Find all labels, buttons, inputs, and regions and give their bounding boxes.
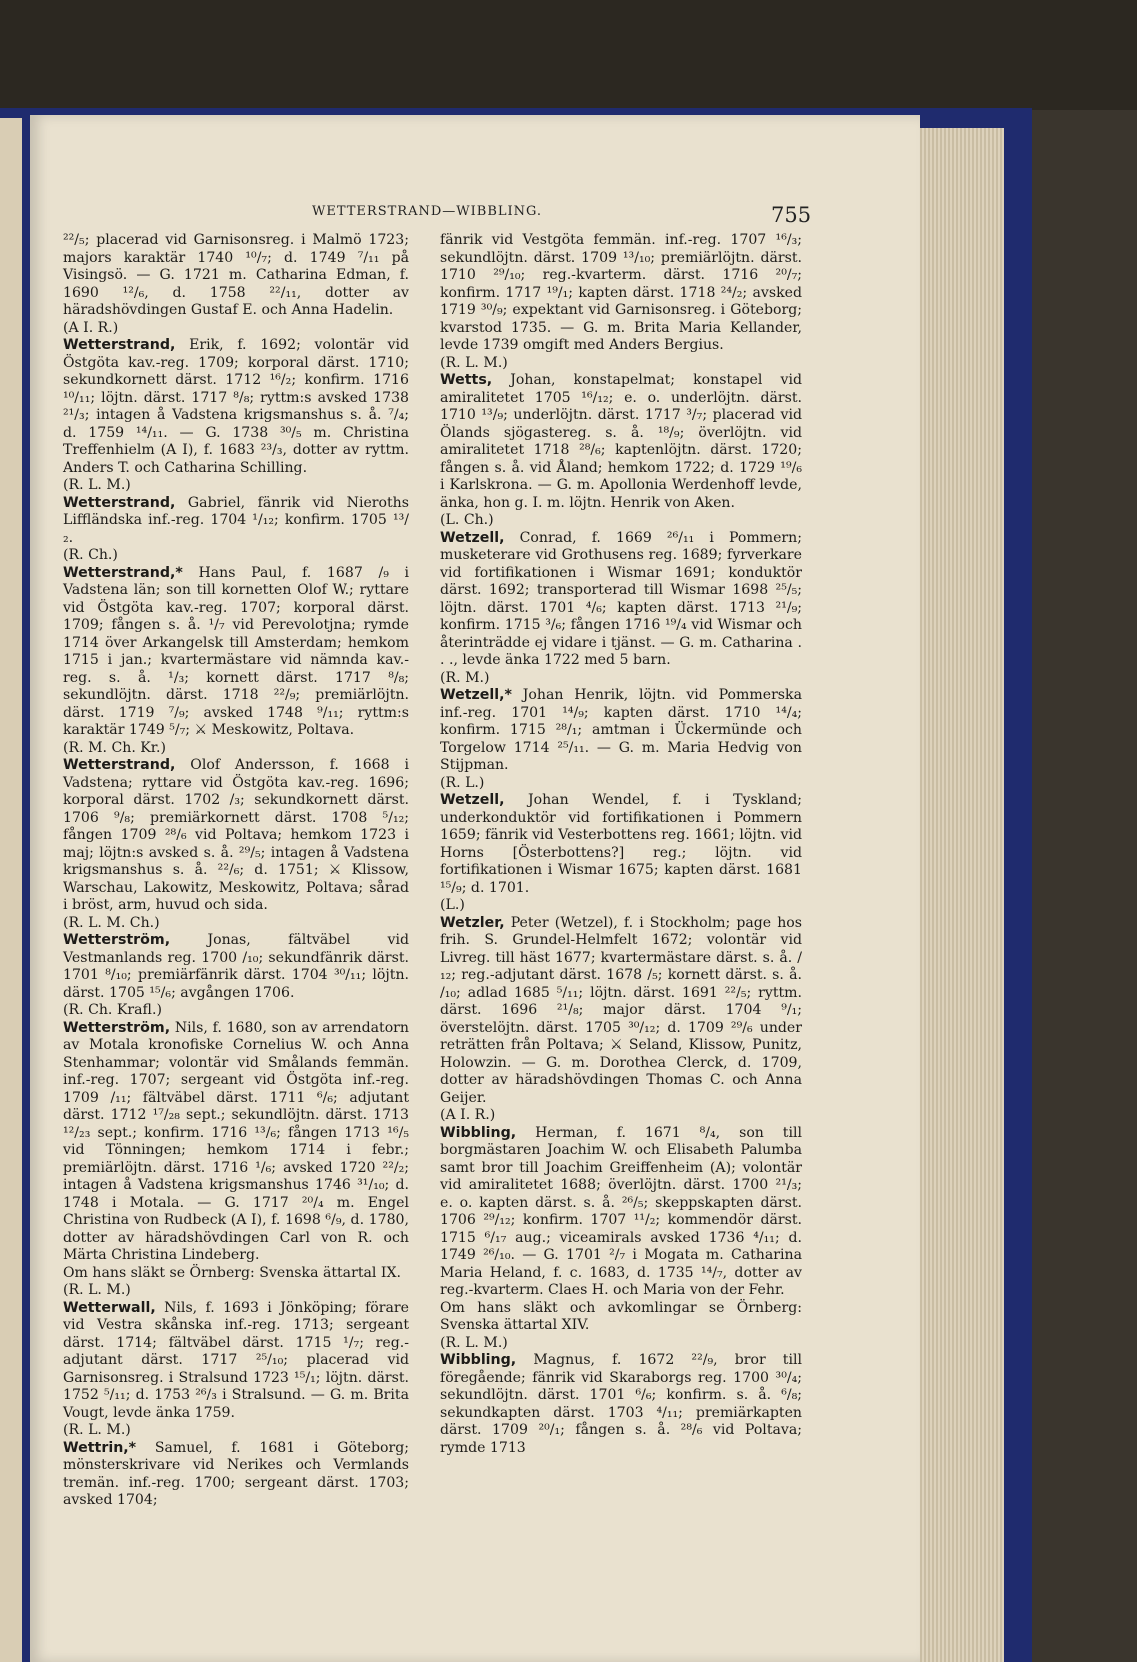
entry-paragraph <box>63 1002 409 1020</box>
entry-text: Erik, f. 1692; volontär vid Östgöta kav.-reg. 1709; korporal därst. 1710; sekundkornett därst. 1712 ¹⁶/₂; konfirm. 1716 ¹⁰/₁₁; löjtn. därst. 1717 ⁸/₈; ryttm:s avsked 1738 ²¹/₃; intagen å Vadstena krigsmanshus s. å. ⁷/₄; d. 1759 ¹⁴/₁₁. — G. 1738 ³⁰/₅ m. Christina Treffenhielm (A I), f. 1683 ²³/₃, dotter av ryttm. Anders T. och Catharina Schilling. <box>63 337 409 476</box>
entry-paragraph <box>440 372 802 512</box>
entry-name: Wibbling, <box>440 1352 517 1368</box>
entry-text: (A I. R.) <box>440 1107 496 1123</box>
entry-paragraph <box>63 337 409 477</box>
entry-paragraph <box>440 792 802 897</box>
entry-text: (R. M. Ch. Kr.) <box>63 739 166 756</box>
entry-paragraph <box>440 897 802 915</box>
entry-paragraph <box>63 1300 409 1423</box>
entry-text: (R. L. M.) <box>63 1422 131 1438</box>
entry-paragraph <box>440 355 802 373</box>
entry-text: Nils, f. 1680, son av arrendatorn av Motala kronofiske Cornelius W. och Anna Stenhammar; volontär vid Smålands femmän. inf.-reg. 1707; sergeant vid Östgöta inf.-reg. 1709 /₁₁; fältväbel därst. 1711 ⁶/₆; adjutant därst. 1712 ¹⁷/₂₈ sept.; sekundlöjtn. därst. 1713 ¹²/₂₃ sept.; konfirm. 1716 ¹³/₆; fången 1713 ¹⁶/₅ vid Tönningen; hemkom 1714 i febr.; premiärlöjtn. därst. 1716 ¹/₆; avsked 1720 ²²/₂; intagen å Vadstena krigsmanshus 1746 ³¹/₁₀; d. 1748 i Motala. — G. 1717 ²⁰/₄ m. Engel Christina von Rudbeck (A I), f. 1698 ⁶/₉, d. 1780, dotter av häradshövdingen Carl von R. och Märta Christina Lindeberg. <box>63 1019 409 1263</box>
entry-text: Om hans släkt se Örnberg: Svenska ättartal IX. <box>63 1264 401 1281</box>
entry-paragraph <box>63 1440 409 1510</box>
entry-name: Wetzler, <box>440 914 505 931</box>
entry-paragraph <box>440 1335 802 1353</box>
entry-text: (R. Ch.) <box>63 547 118 563</box>
left-column <box>63 232 409 1510</box>
entry-text: (R. Ch. Krafl.) <box>63 1002 162 1018</box>
entry-text: Peter (Wetzel), f. i Stockholm; page hos frih. S. Grundel-Helmfelt 1672; volontär vid Livreg. till häst 1677; kvartermästare därst. s. å. /₁₂; reg.-adjutant därst. 1678 /₅; kornett därst. s. å. /₁₀; adlad 1685 ⁵/₁₁; löjtn. därst. 1691 ²²/₅; ryttm. därst. 1696 ²¹/₈; major därst. 1704 ⁹/₁; överstelöjtn. därst. 1705 ³⁰/₁₂; d. 1709 ²⁹/₆ under reträtten från Poltava; ⚔ Seland, Klissow, Punitz, Holowzin. — G. m. Dorothea Clerck, d. 1709, dotter av häradshövdingen Thomas C. och Anna Geijer. <box>440 914 802 1106</box>
entry-paragraph <box>63 565 409 740</box>
entry-text: Jonas, fältväbel vid Vestmanlands reg. 1700 /₁₀; sekundfänrik därst. 1701 ⁸/₁₀; premiärfänrik därst. 1704 ³⁰/₁₁; löjtn. därst. 1705 ¹⁵/₆; avgången 1706. <box>63 932 409 1001</box>
entry-text: (R. L. M.) <box>440 1334 508 1351</box>
entry-paragraph <box>63 477 409 495</box>
previous-page-edge <box>0 118 22 1662</box>
entry-text: (L.) <box>440 897 465 913</box>
entry-text: Johan, konstapelmat; konstapel vid amiralitetet 1705 ¹⁶/₁₂; e. o. underlöjtn. därst. 1710 ¹³/₉; underlöjtn. därst. 1717 ³/₇; placerad vid Ölands sjögastereg. s. å. ¹⁸/₉; överlöjtn. vid amiralitetet 1718 ²⁸/₆; kaptenlöjtn. därst. 1720; fången s. å. vid Åland; hemkom 1722; d. 1729 ¹⁹/₆ i Karlskrona. — G. m. Apollonia Werdenhoff levde, änka, hon g. I. m. löjtn. Henrik von Aken. <box>440 372 802 511</box>
entry-paragraph <box>440 512 802 530</box>
entry-paragraph <box>440 915 802 1108</box>
entry-text: (R. L. M.) <box>63 1282 131 1298</box>
entry-text: Olof Andersson, f. 1668 i Vadstena; ryttare vid Östgöta kav.-reg. 1696; korporal därst. 1702 /₃; sekundkornett därst. 1706 ⁹/₈; premiärkornett därst. 1708 ⁵/₁₂; fången 1709 ²⁸/₆ vid Poltava; hemkom 1723 i maj; löjtn:s avsked s. å. ²⁹/₅; intagen å Vadstena krigsmanshus s. å. ²²/₆; d. 1751; ⚔ Klissow, Warschau, Lakowitz, Meskowitz, Poltava; sårad i bröst, arm, huvud och sida. <box>63 757 409 913</box>
running-title: WETTERSTRAND—WIBBLING. <box>312 204 543 219</box>
entry-paragraph <box>63 1422 409 1440</box>
entry-paragraph <box>63 740 409 758</box>
entry-paragraph <box>440 775 802 793</box>
entry-text: Om hans släkt och avkomlingar se Örnberg: Svenska ättartal XIV. <box>440 1299 802 1333</box>
entry-name: Wetzell, <box>440 792 505 808</box>
entry-name: Wetterstrand, <box>63 757 176 773</box>
entry-name: Wetterström, <box>63 1019 171 1036</box>
entry-name: Wetterstrand,* <box>63 564 183 581</box>
page-number: 755 <box>771 203 812 227</box>
entry-name: Wetts, <box>440 372 493 388</box>
entry-paragraph <box>63 495 409 548</box>
entry-paragraph <box>63 232 409 320</box>
entry-text: Gabriel, fänrik vid Nieroths Liffländska inf.-reg. 1704 ¹/₁₂; konfirm. 1705 ¹³/₂. <box>63 494 409 546</box>
entry-text: Johan Wendel, f. i Tyskland; underkonduktör vid fortifikationen i Pommern 1659; fänrik vid Vesterbottens reg. 1661; löjtn. vid Horns [Österbottens?] reg.; löjtn. vid fortifikationen i Wismar 1675; kapten därst. 1681 ¹⁵/₉; d. 1701. <box>440 792 802 896</box>
entry-paragraph <box>440 670 802 688</box>
entry-text: Herman, f. 1671 ⁸/₄, son till borgmästaren Joachim W. och Elisabeth Palumba samt bror till Joachim Greiffenheim (A); volontär vid amiralitetet 1688; överlöjtn. därst. 1700 ²¹/₃; e. o. kapten därst. s. å. ²⁶/₅; skeppskapten därst. 1706 ²⁹/₁₂; konfirm. 1707 ¹¹/₂; kommendör därst. 1715 ⁶/₁₇ aug.; viceamirals avsked 1736 ⁴/₁₁; d. 1749 ²⁶/₁₀. — G. 1701 ²/₇ i Mogata m. Catharina Maria Heland, f. c. 1683, d. 1735 ¹⁴/₇, dotter av reg.-kvarterm. Claes H. och Maria von der Fehr. <box>440 1124 802 1298</box>
entry-paragraph <box>63 1020 409 1265</box>
entry-paragraph <box>63 547 409 565</box>
entry-text: (R. M.) <box>440 669 490 686</box>
right-column <box>440 232 802 1457</box>
entry-text: Johan Henrik, löjtn. vid Pommerska inf.-reg. 1701 ¹⁴/₉; kapten därst. 1710 ¹⁴/₄; konfirm. 1715 ²⁸/₁; amtman i Ückermünde och Torgelow 1714 ²⁵/₁₁. — G. m. Maria Hedvig von Stijpman. <box>440 687 802 773</box>
entry-text: (R. L. M.) <box>63 477 131 493</box>
entry-text: Hans Paul, f. 1687 /₉ i Vadstena län; son till kornetten Olof W.; ryttare vid Östgöta kav.-reg. 1707; korporal därst. 1709; fången s. å. ¹/₇ vid Perevolotjna; rymde 1714 över Arkangelsk till Amsterdam; hemkom 1715 i jan.; kvartermästare vid nämnda kav.-reg. s. å. ¹/₃; kornett därst. 1717 ⁸/₈; sekundlöjtn. därst. 1718 ²²/₉; premiärlöjtn. därst. 1719 ⁷/₉; avsked 1748 ⁹/₁₁; ryttm:s karaktär 1749 ⁵/₇; ⚔ Meskowitz, Poltava. <box>63 564 409 738</box>
entry-paragraph <box>63 320 409 338</box>
entry-paragraph <box>440 530 802 670</box>
entry-name: Wetzell, <box>440 529 505 546</box>
entry-text: (R. L. M. Ch.) <box>63 914 160 931</box>
entry-paragraph <box>440 1125 802 1300</box>
entry-text: (R. L. M.) <box>440 354 508 371</box>
entry-paragraph <box>440 1300 802 1335</box>
entry-paragraph <box>63 1265 409 1283</box>
entry-text: (L. Ch.) <box>440 512 494 528</box>
entry-name: Wibbling, <box>440 1124 517 1141</box>
entry-name: Wetterwall, <box>63 1299 156 1316</box>
entry-name: Wettrin,* <box>63 1439 137 1456</box>
entry-name: Wetterstrand, <box>63 337 176 353</box>
entry-text: Conrad, f. 1669 ²⁶/₁₁ i Pommern; musketerare vid Grothusens reg. 1689; fyrverkare vid fortifikationen i Wismar 1691; konduktör därst. 1692; transporterad till Wismar 1698 ²⁵/₅; löjtn. därst. 1701 ⁴/₆; kapten därst. 1713 ²¹/₉; konfirm. 1715 ³/₆; fången 1716 ¹⁹/₄ vid Wismar och återinträdde ej vidare i tjänst. — G. m. Catharina . . ., levde änka 1722 med 5 barn. <box>440 529 802 668</box>
entry-text: (R. L.) <box>440 774 485 791</box>
entry-paragraph <box>440 687 802 775</box>
entry-paragraph <box>440 1107 802 1125</box>
entry-text: fänrik vid Vestgöta femmän. inf.-reg. 1707 ¹⁶/₃; sekundlöjtn. därst. 1709 ¹³/₁₀; premiärlöjtn. därst. 1710 ²⁹/₁₀; reg.-kvarterm. därst. 1716 ²⁰/₇; konfirm. 1717 ¹⁹/₁; kapten därst. 1718 ²⁴/₂; avsked 1719 ³⁰/₉; expektant vid Garnisonsreg. i Göteborg; kvarstod 1735. — G. m. Brita Maria Kellander, levde 1739 omgift med Anders Bergius. <box>440 232 802 353</box>
entry-text: Samuel, f. 1681 i Göteborg; mönsterskrivare vid Nerikes och Vermlands tremän. inf.-reg. 1700; sergeant därst. 1703; avsked 1704; <box>63 1439 409 1508</box>
entry-paragraph <box>63 757 409 915</box>
entry-name: Wetterström, <box>63 932 171 948</box>
page-stack-edge <box>918 128 1004 1662</box>
background-top <box>0 0 1137 110</box>
entry-text: Nils, f. 1693 i Jönköping; förare vid Vestra skånska inf.-reg. 1713; sergeant därst. 1714; fältväbel därst. 1715 ¹/₇; reg.-adjutant därst. 1717 ²⁵/₁₀; placerad vid Garnisonsreg. i Stralsund 1723 ¹⁵/₁; löjtn. därst. 1752 ⁵/₁₁; d. 1753 ²⁶/₃ i Stralsund. — G. m. Brita Vougt, levde änka 1759. <box>63 1299 409 1421</box>
entry-text: ²²/₅; placerad vid Garnisonsreg. i Malmö 1723; majors karaktär 1740 ¹⁰/₇; d. 1749 ⁷/₁₁ på Visingsö. — G. 1721 m. Catharina Edman, f. 1690 ¹²/₆, d. 1758 ²²/₁₁, dotter av häradshövdingen Gustaf E. och Anna Hadelin. <box>63 232 409 318</box>
entry-paragraph <box>63 915 409 933</box>
entry-paragraph <box>63 932 409 1002</box>
entry-paragraph <box>440 232 802 355</box>
entry-paragraph <box>440 1352 802 1457</box>
entry-text: (A I. R.) <box>63 319 119 336</box>
entry-paragraph <box>63 1282 409 1300</box>
entry-name: Wetzell,* <box>440 687 512 703</box>
entry-name: Wetterstrand, <box>63 494 176 511</box>
entry-text: Magnus, f. 1672 ²²/₉, bror till föregående; fänrik vid Skaraborgs reg. 1700 ³⁰/₄; sekundlöjtn. därst. 1701 ⁶/₆; konfirm. s. å. ⁶/₈; sekundkapten därst. 1703 ⁴/₁₁; premiärkapten därst. 1709 ²⁰/₁; fången s. å. ²⁸/₆ vid Poltava; rymde 1713 <box>440 1352 802 1456</box>
